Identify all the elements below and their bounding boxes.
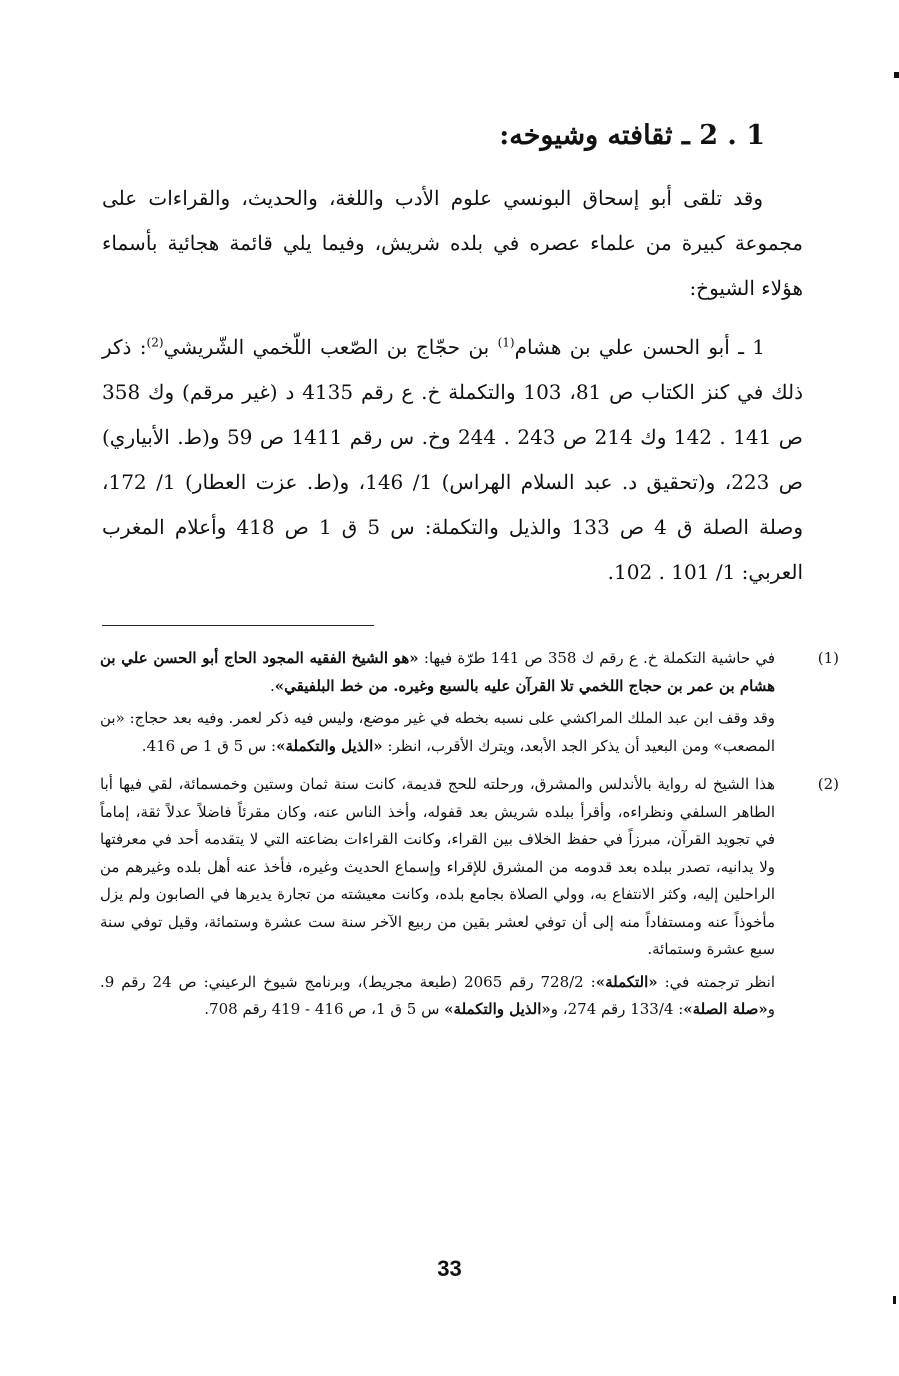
main-text — [102, 176, 803, 595]
footnote-text: . — [269, 676, 275, 695]
section-heading: 1 . 2 ـ ثقافته وشيوخه: — [499, 120, 765, 151]
footnote-text: : س 5 ق 1 ص 416. — [141, 736, 277, 755]
source-title: «التكملة» — [595, 972, 658, 991]
source-title: «الذيل والتكملة» — [444, 1000, 551, 1018]
footnote-text: انظر ترجمته في: — [657, 972, 776, 991]
entry-text: 1 ـ أبو الحسن علي بن هشام — [514, 335, 765, 359]
footnote-text: : 133/4 رقم 274، و — [550, 1000, 684, 1018]
footnote-paragraph — [100, 645, 775, 700]
footnote-text: : 728/2 رقم 2065 (طبعة مجريط)، وبرنامج شيوخ الرعيني: ص 24 رقم 9. و — [100, 972, 775, 1018]
footnotes — [100, 645, 841, 1029]
quoted-note: «هو الشيخ الفقيه المجود الحاج أبو الحسن علي بن هشام بن عمر بن حجاج اللخمي تلا القرآن عليه بالسبع وغيره. من خط البلفيقي» — [100, 649, 775, 695]
footnote-paragraph: هذا الشيخ له رواية بالأندلس والمشرق، ورحلته للحج قديمة، كانت سنة ثمان وستين وخمسمائة، لقي فيها أبا الطاهر السلفي ونظراءه، وأقرأ ببلده شريش بعد قفوله، وأخذ الناس عنه، وكان مقرئاً فاضلاً عدلاً ثقة، إماماً في تجويد القرآن، مبرزاً في حفظ الخلاف بين القراء، وكانت القراءات بضاعته التي لا يتقدمه أحد في معرفتها ولا يدانيه، تصدر ببلده بعد قدومه من المشرق للإقراء وإسماع الحديث وغيره، فأخذ عنه أهل بلده وغيرهم من الراحلين إليه، وكثر الانتفاع به، وولي الصلاة بجامع بلده، وكانت معيشته من تجارة يديرها في الصابون ولم يزل مأخوذاً عنه ومستفاداً منه إلى أن توفي لعشر بقين من ربيع الآخر سنة ست عشرة وستمائة، وقيل توفي سنة سبع عشرة وستمائة. — [100, 775, 775, 958]
entry-text: : ذكر ذلك في كنز الكتاب ص 81، 103 والتكملة خ. ع رقم 4135 د (غير مرقم) وك 358 ص 141 . 142 وك 214 ص 243 . 244 وخ. س رقم 1411 ص 59 و(ط. الأبياري) ص 223، و(تحقيق د. عبد السلام الهراس) 1/ 146، و(ط. عزت العطار) 1/ 172، وصلة الصلة ق 4 ص 133 والذيل والتكملة: س 5 ق 1 ص 418 وأعلام المغرب العربي: 1/ 101 . 102. — [102, 335, 803, 584]
footnote-text: س 5 ق 1، ص 416 - 419 رقم 708. — [204, 1000, 445, 1018]
footnote-body — [100, 771, 775, 1029]
footnote-divider — [102, 625, 374, 626]
footnote-ref-1[interactable]: (1) — [497, 335, 515, 350]
footnote-2 — [100, 771, 841, 1029]
footnote-paragraph — [100, 705, 775, 760]
footnote-body — [100, 645, 775, 765]
sheikh-entry-1 — [102, 325, 803, 595]
source-title: «صلة الصلة» — [683, 1000, 768, 1018]
footnote-text: وقد وقف ابن عبد الملك المراكشي على نسبه بخطه في غير موضع، وليس فيه ذكر لعمر. وفيه بعد حجاج: «بن المصعب» ومن البعيد أن يذكر الجد الأبعد، ويترك الأقرب، انظر: — [100, 709, 775, 755]
footnote-ref-2[interactable]: (2) — [146, 335, 164, 350]
entry-text: بن حجّاج بن الصّعب اللّخمي الشّريشي — [163, 335, 498, 359]
footnote-number: (2) — [817, 775, 839, 793]
footnote-number: (1) — [817, 649, 839, 667]
footnote-paragraph — [100, 969, 775, 1024]
source-title: «الذيل والتكملة» — [276, 736, 383, 755]
footnote-text: في حاشية التكملة خ. ع رقم ك 358 ص 141 طرّة فيها: — [418, 649, 776, 667]
scan-mark — [893, 1296, 896, 1304]
page-number: 33 — [437, 1256, 462, 1281]
footnote-1 — [100, 645, 841, 765]
scan-mark — [894, 72, 899, 78]
intro-paragraph: وقد تلقى أبو إسحاق البونسي علوم الأدب واللغة، والحديث، والقراءات على مجموعة كبيرة من علماء عصره في بلده شريش، وفيما يلي قائمة هجائية بأسماء هؤلاء الشيوخ: — [102, 186, 803, 300]
